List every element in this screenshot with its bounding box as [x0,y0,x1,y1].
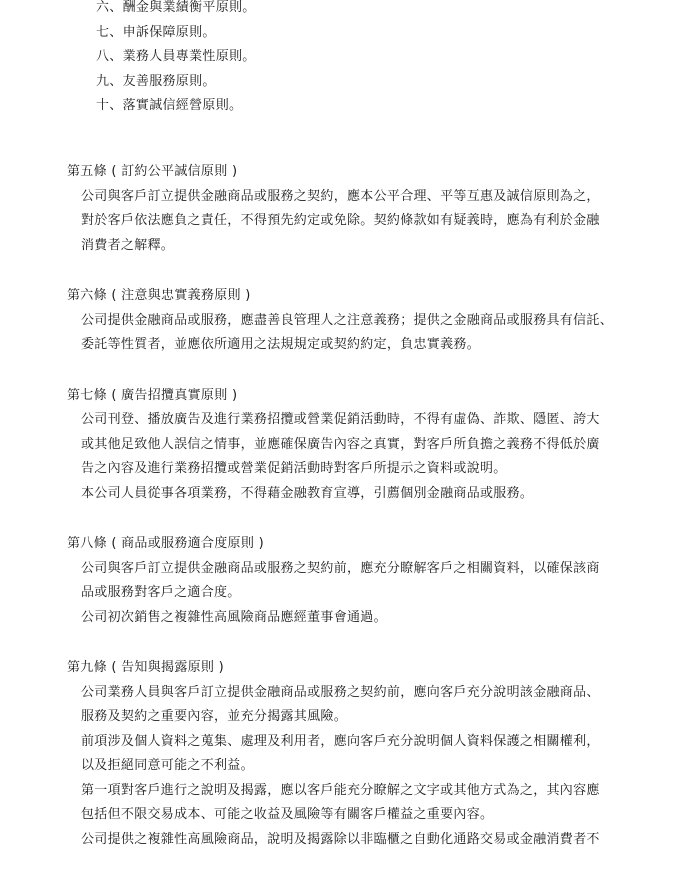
list-item: 七、申訴保障原則。 [96,24,216,40]
article-title: 第八條 ( 商品或服務適合度原則 ) [67,536,264,551]
text-line: 前項涉及個人資料之蒐集、處理及利用者，應向客戶充分說明個人資料保護之相關權利， [81,733,600,749]
article-6 [67,284,647,358]
article-title: 第七條 ( 廣告招攬真實原則 ) [67,387,238,403]
text-line: 公司與客戶訂立提供金融商品或服務之契約，應本公平合理、平等互惠及誠信原則為之， [81,188,600,204]
text-line: 第一項對客戶進行之說明及揭露，應以客戶能充分瞭解之文字或其他方式為之，其內容應 [81,782,600,798]
article-paragraph [67,557,647,606]
article-paragraph [67,408,647,482]
text-line: 本公司人員從事各項業務，不得藉金融教育宣導，引薦個別金融商品或服務。 [81,485,534,501]
article-paragraph [67,309,647,358]
text-line: 包括但不限交易成本、可能之收益及風險等有關客戶權益之重要內容。 [81,807,494,822]
principles-list [96,0,256,119]
article-8 [67,532,647,630]
text-line: 消費者之解釋。 [81,237,175,253]
text-line: 公司與客戶訂立提供金融商品或服務之契約前，應充分瞭解客戶之相關資料，以確保該商 [81,560,600,576]
text-line: 服務及契約之重要內容，並充分揭露其風險。 [81,709,348,724]
article-title: 第六條 ( 注意與忠實義務原則 ) [67,288,251,303]
article-9 [67,656,647,852]
article-paragraph [67,185,647,259]
article-title: 第九條 ( 告知與揭露原則 ) [67,660,225,675]
list-item: 六、酬金與業績衡平原則。 [96,0,256,15]
text-line: 公司提供金融商品或服務，應盡善良管理人之注意義務；提供之金融商品或服務具有信託、 [81,312,614,328]
article-7 [67,384,647,507]
article-paragraph [67,779,647,828]
text-line: 對於客戶依法應負之責任，不得預先約定或免除。契約條款如有疑義時，應為有利於金融 [81,213,600,228]
text-line: 品或服務對客戶之適合度。 [81,585,241,600]
article-paragraph [67,828,647,853]
list-item: 十、落實誠信經營原則。 [96,98,243,114]
text-line: 公司刊登、播放廣告及進行業務招攬或營業促銷活動時，不得有虛偽、詐欺、隱匿、誇大 [81,412,600,427]
text-line: 委託等性質者，並應依所適用之法規規定或契約約定，負忠實義務。 [81,337,481,352]
article-paragraph [67,606,647,631]
article-paragraph [67,681,647,730]
text-line: 以及拒絕同意可能之不利益。 [81,758,254,773]
article-title: 第五條 ( 訂約公平誠信原則 ) [67,164,238,179]
list-item: 八、業務人員專業性原則。 [96,49,256,65]
text-line: 公司初次銷售之複雜性高風險商品應經董事會通過。 [81,609,387,625]
article-paragraph [67,730,647,779]
text-line: 公司業務人員與客戶訂立提供金融商品或服務之契約前，應向客戶充分說明該金融商品、 [81,684,600,700]
list-item: 九、友善服務原則。 [96,73,216,89]
article-5 [67,160,647,258]
text-line: 告之內容及進行業務招攬或營業促銷活動時對客戶所提示之資料或說明。 [81,461,507,476]
text-line: 公司提供之複雜性高風險商品，說明及揭露除以非臨櫃之自動化通路交易或金融消費者不 [81,831,600,847]
article-paragraph [67,482,647,507]
articles-section [67,160,647,878]
text-line: 或其他足致他人誤信之情事，並應確保廣告內容之真實，對客戶所負擔之義務不得低於廣 [81,436,600,452]
